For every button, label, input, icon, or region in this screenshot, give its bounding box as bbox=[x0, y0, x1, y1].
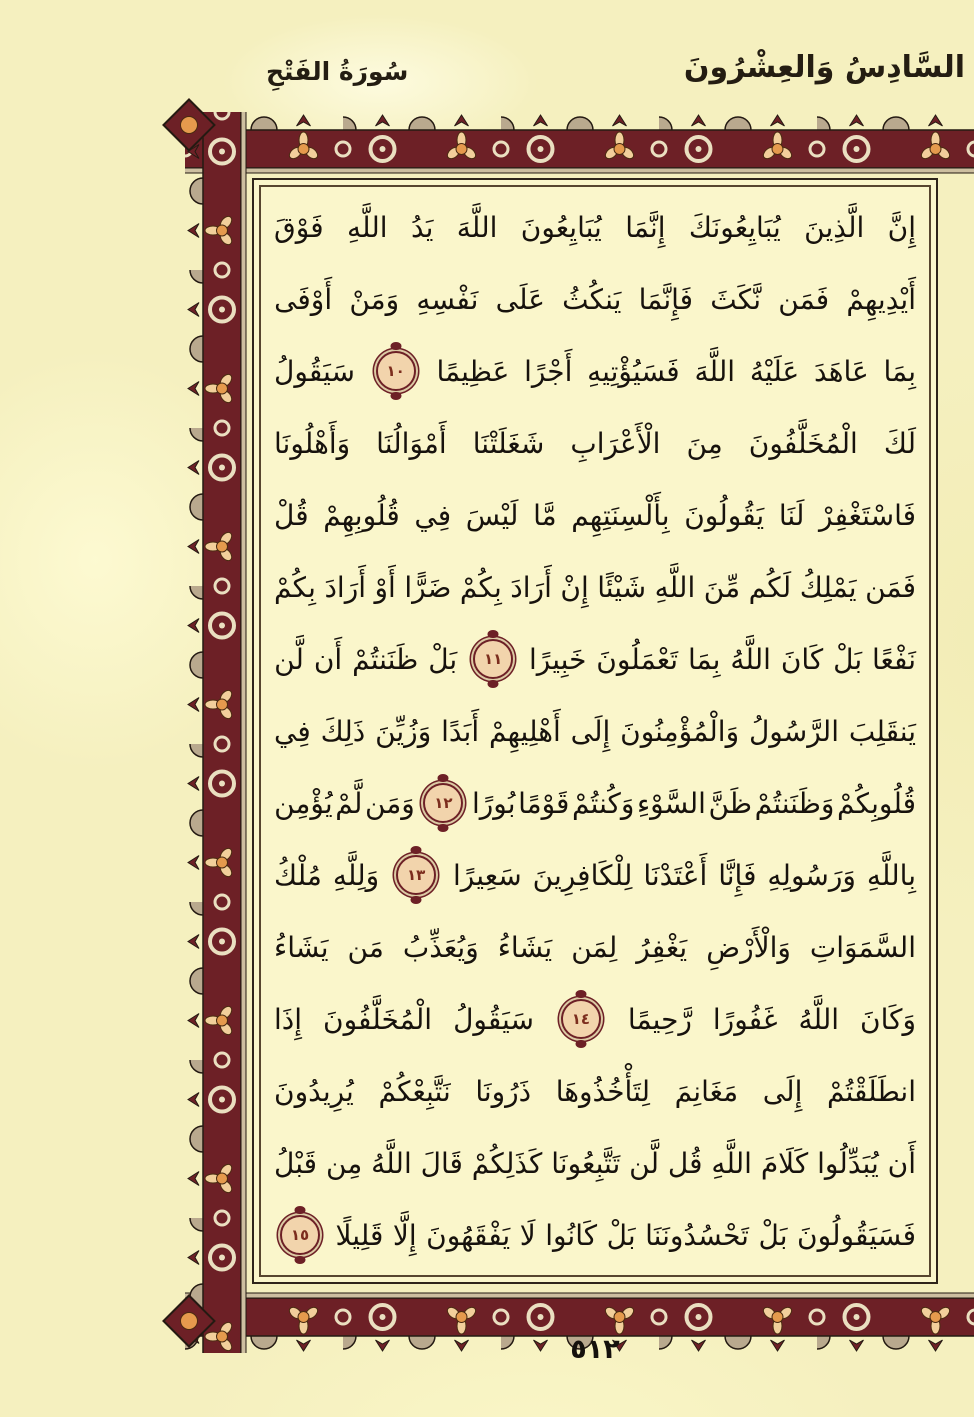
quran-word: يُبَدِّلُوا bbox=[817, 1146, 879, 1180]
quran-line bbox=[274, 408, 916, 478]
quran-word: وَلِلَّهِ bbox=[332, 858, 380, 892]
quran-word: لِمَن bbox=[571, 930, 618, 964]
quran-word: اللَّهُ bbox=[798, 1002, 840, 1036]
quran-word: الَّذِينَ bbox=[804, 210, 865, 244]
verse-number-marker bbox=[396, 855, 436, 895]
quran-word: عَظِيمًا bbox=[436, 354, 510, 388]
quran-word: مِّنَ bbox=[703, 570, 741, 604]
quran-word: أَرَادَ bbox=[510, 570, 552, 604]
verse-number-marker bbox=[473, 639, 513, 679]
quran-word: يَدُ bbox=[410, 210, 434, 244]
quran-word: لَا bbox=[519, 1218, 536, 1252]
quran-word: تَحْسُدُونَنَا bbox=[645, 1218, 749, 1252]
verse-number-marker bbox=[280, 1215, 320, 1255]
verse-number-marker bbox=[423, 783, 463, 823]
quran-word: الْمُخَلَّفُونَ bbox=[748, 426, 858, 460]
quran-word: عَلَيْهُ bbox=[749, 354, 800, 388]
quran-word: لَيْسَ bbox=[465, 498, 519, 532]
quran-word: يُبَايِعُونَ bbox=[520, 210, 602, 244]
quran-line bbox=[274, 192, 916, 262]
quran-word: اللَّهُ bbox=[730, 642, 771, 676]
quran-word: يَنقَلِبَ bbox=[848, 714, 916, 748]
quran-line bbox=[274, 840, 916, 910]
quran-word: قُلْ bbox=[274, 498, 309, 532]
quran-word: إِلَى bbox=[570, 714, 611, 748]
quran-word: أَوْ bbox=[374, 570, 396, 604]
quran-word: ظَنَنتُمْ bbox=[352, 642, 419, 676]
quran-line bbox=[274, 1128, 916, 1198]
quran-word: عَاهَدَ bbox=[814, 354, 869, 388]
quran-word: فَاسْتَغْفِرْ bbox=[819, 498, 916, 532]
verse-number: ١٣ bbox=[406, 865, 426, 884]
quran-line bbox=[274, 1056, 916, 1126]
quran-word: وَزُيِّنَ bbox=[375, 714, 432, 748]
quran-line bbox=[274, 984, 916, 1054]
quran-word: بِمَا bbox=[687, 642, 721, 676]
quran-word: أَرَادَ bbox=[324, 570, 367, 604]
quran-word: فِي bbox=[274, 714, 311, 748]
quran-line bbox=[274, 696, 916, 766]
quran-word: وَالْمُؤْمِنُونَ bbox=[620, 714, 740, 748]
quran-word: وَكُنتُمْ bbox=[572, 786, 635, 820]
juz-title: السَّادِسُ وَالعِشْرُونَ bbox=[683, 50, 965, 85]
quran-word: أَن bbox=[887, 1146, 916, 1180]
quran-word: فَسَيُؤْتِيهِ bbox=[587, 354, 680, 388]
quran-word: اللَّهِ bbox=[711, 1146, 752, 1180]
quran-word: بَلْ bbox=[606, 1218, 636, 1252]
quran-word: تَتَّبِعُونَا bbox=[551, 1146, 621, 1180]
quran-word: لِتَأْخُذُوهَا bbox=[555, 1074, 651, 1108]
quran-word: نَتَّبِعْكُمْ bbox=[378, 1074, 451, 1108]
quran-word: اللَّهُ bbox=[371, 1146, 412, 1180]
quran-word: مِن bbox=[325, 1146, 363, 1180]
quran-word: فَسَيَقُولُونَ bbox=[797, 1218, 916, 1252]
quran-word: غَفُورًا bbox=[712, 1002, 778, 1036]
page-number: ٥١٢ bbox=[570, 1334, 620, 1365]
quran-word: يُرِيدُونَ bbox=[274, 1074, 354, 1108]
quran-word: قَلِيلًا bbox=[335, 1218, 384, 1252]
quran-word: ضَرًّا bbox=[404, 570, 452, 604]
verse-number: ١٤ bbox=[571, 1009, 591, 1028]
quran-word: أَيْدِيهِمْ bbox=[846, 282, 916, 316]
quran-word: يَفْقَهُونَ bbox=[426, 1218, 511, 1252]
quran-word: كَذَلِكُمْ bbox=[471, 1146, 543, 1180]
quran-word: فَمَن bbox=[778, 282, 830, 316]
quran-word: لَكُم bbox=[748, 570, 792, 604]
quran-word: ذَرُونَا bbox=[475, 1074, 532, 1108]
quran-word: الرَّسُولُ bbox=[748, 714, 839, 748]
quran-word: إِنَّ bbox=[887, 210, 916, 244]
quran-word: الْأَعْرَابِ bbox=[570, 426, 661, 460]
quran-word: وَالْأَرْضِ bbox=[706, 930, 791, 964]
quran-word: يُبَايِعُونَكَ bbox=[688, 210, 781, 244]
quran-word: قَالَ bbox=[420, 1146, 463, 1180]
quran-line bbox=[274, 336, 916, 406]
quran-word: تَعْمَلُونَ bbox=[596, 642, 679, 676]
quran-word: الْمُخَلَّفُونَ bbox=[323, 1002, 433, 1036]
ornamental-border-top bbox=[185, 112, 974, 183]
quran-word: السَّوْءِ bbox=[636, 786, 706, 820]
quran-word: فِي bbox=[414, 498, 452, 532]
quran-word: أَهْلِيهِمْ bbox=[488, 714, 561, 748]
quran-word: وَكَانَ bbox=[860, 1002, 916, 1036]
quran-word: رَّحِيمًا bbox=[627, 1002, 692, 1036]
quran-word: بِأَلْسِنَتِهِم bbox=[571, 498, 670, 532]
quran-word: وَمَن bbox=[364, 786, 415, 820]
quran-word: فَوْقَ bbox=[274, 210, 324, 244]
quran-word: إِنْ bbox=[560, 570, 589, 604]
quran-word: خَبِيرًا bbox=[528, 642, 587, 676]
quran-word: وَظَنَنتُمْ bbox=[754, 786, 835, 820]
quran-word: نَفْعًا bbox=[872, 642, 916, 676]
quran-word: أَعْتَدْنَا bbox=[643, 858, 708, 892]
quran-word: يَشَاءُ bbox=[274, 930, 329, 964]
quran-word: يَنكُثُ bbox=[562, 282, 622, 316]
quran-word: لَّن bbox=[629, 1146, 659, 1180]
quran-line bbox=[274, 624, 916, 694]
quran-word: نَفْسِهِ bbox=[416, 282, 479, 316]
quran-word: اللَّهَ bbox=[694, 354, 736, 388]
quran-word: مَّا bbox=[533, 498, 557, 532]
quran-line bbox=[274, 480, 916, 550]
quran-word: أَمْوَالُنَا bbox=[376, 426, 447, 460]
quran-word: سَيَقُولُ bbox=[274, 354, 355, 388]
quran-word: ذَلِكَ bbox=[320, 714, 366, 748]
quran-word: نَّكَثَ bbox=[710, 282, 762, 316]
quran-line bbox=[274, 912, 916, 982]
quran-word: ظَنَّ bbox=[708, 786, 753, 820]
quran-line bbox=[274, 264, 916, 334]
quran-word: وَرَسُولِهِ bbox=[767, 858, 856, 892]
quran-word: يَغْفِرُ bbox=[636, 930, 688, 964]
quran-word: إِلَى bbox=[762, 1074, 803, 1108]
quran-word: مِنَ bbox=[686, 426, 723, 460]
quran-word: إِذَا bbox=[274, 1002, 303, 1036]
quran-word: بِمَا bbox=[883, 354, 916, 388]
quran-word: انطَلَقْتُمْ bbox=[826, 1074, 916, 1108]
quran-word: بِكُمْ bbox=[274, 570, 316, 604]
quran-word: كَانُوا bbox=[545, 1218, 598, 1252]
quran-word: وَأَهْلُونَا bbox=[274, 426, 351, 460]
quran-word: قَبْلُ bbox=[274, 1146, 318, 1180]
quran-word: فَإِنَّا bbox=[718, 858, 757, 892]
quran-word: بِاللَّهِ bbox=[866, 858, 916, 892]
quran-word: أَوْفَى bbox=[274, 282, 333, 316]
quran-word: بَلْ bbox=[833, 642, 863, 676]
quran-word: لَنَا bbox=[778, 498, 805, 532]
quran-word: يَقُولُونَ bbox=[684, 498, 765, 532]
quran-word: يَشَاءُ bbox=[497, 930, 553, 964]
quran-word: فَمَن bbox=[865, 570, 916, 604]
quran-word: يَمْلِكُ bbox=[799, 570, 857, 604]
verse-number-marker bbox=[376, 351, 416, 391]
verse-number: ١١ bbox=[483, 649, 503, 668]
surah-title: سُورَةُ الفَتْحِ bbox=[266, 57, 409, 86]
quran-word: بُورًا bbox=[471, 786, 516, 820]
quran-word: لَّن bbox=[274, 642, 304, 676]
quran-word: سَيَقُولُ bbox=[453, 1002, 534, 1036]
quran-word: وَمَنْ bbox=[349, 282, 400, 316]
quran-word: أَبَدًا bbox=[441, 714, 480, 748]
verse-number: ١٠ bbox=[386, 361, 405, 380]
quran-word: السَّمَوَاتِ bbox=[809, 930, 916, 964]
verse-number: ١٥ bbox=[290, 1225, 310, 1244]
quran-word: إِلَّا bbox=[392, 1218, 417, 1252]
quran-word: قَوْمًا bbox=[518, 786, 570, 820]
quran-word: قُلُوبِهِمْ bbox=[323, 498, 400, 532]
quran-word: وَيُعَذِّبُ bbox=[402, 930, 479, 964]
quran-text-block bbox=[274, 192, 916, 1270]
quran-word: يُؤْمِن bbox=[274, 786, 333, 820]
quran-word: لَّمْ bbox=[335, 786, 363, 820]
quran-word: قُل bbox=[667, 1146, 703, 1180]
quran-word: قُلُوبِكُمْ bbox=[836, 786, 916, 820]
quran-word: اللَّهِ bbox=[654, 570, 696, 604]
quran-word: بَلْ bbox=[758, 1218, 788, 1252]
quran-word: شَغَلَتْنَا bbox=[472, 426, 545, 460]
quran-word: اللَّهِ bbox=[346, 210, 388, 244]
quran-word: مَن bbox=[347, 930, 384, 964]
quran-word: بَلْ bbox=[428, 642, 458, 676]
quran-word: شَيْئًا bbox=[597, 570, 647, 604]
quran-word: لِلْكَافِرِينَ bbox=[532, 858, 633, 892]
text-panel bbox=[252, 178, 938, 1284]
quran-line bbox=[274, 1200, 916, 1270]
ornamental-border-left bbox=[185, 112, 256, 1353]
verse-number-marker bbox=[561, 999, 601, 1039]
quran-word: لَكَ bbox=[883, 426, 916, 460]
quran-word: مُلْكُ bbox=[274, 858, 322, 892]
quran-word: سَعِيرًا bbox=[453, 858, 522, 892]
quran-word: عَلَى bbox=[495, 282, 545, 316]
quran-word: مَغَانِمَ bbox=[674, 1074, 739, 1108]
quran-word: اللَّهَ bbox=[456, 210, 498, 244]
quran-line bbox=[274, 552, 916, 622]
quran-line bbox=[274, 768, 916, 838]
quran-word: فَإِنَّمَا bbox=[638, 282, 694, 316]
quran-word: بِكُمْ bbox=[459, 570, 502, 604]
quran-word: أَن bbox=[313, 642, 343, 676]
verse-number: ١٢ bbox=[434, 793, 453, 812]
quran-word: إِنَّمَا bbox=[625, 210, 666, 244]
quran-word: كَلَامَ bbox=[760, 1146, 809, 1180]
quran-word: أَجْرًا bbox=[524, 354, 573, 388]
quran-word: كَانَ bbox=[780, 642, 824, 676]
